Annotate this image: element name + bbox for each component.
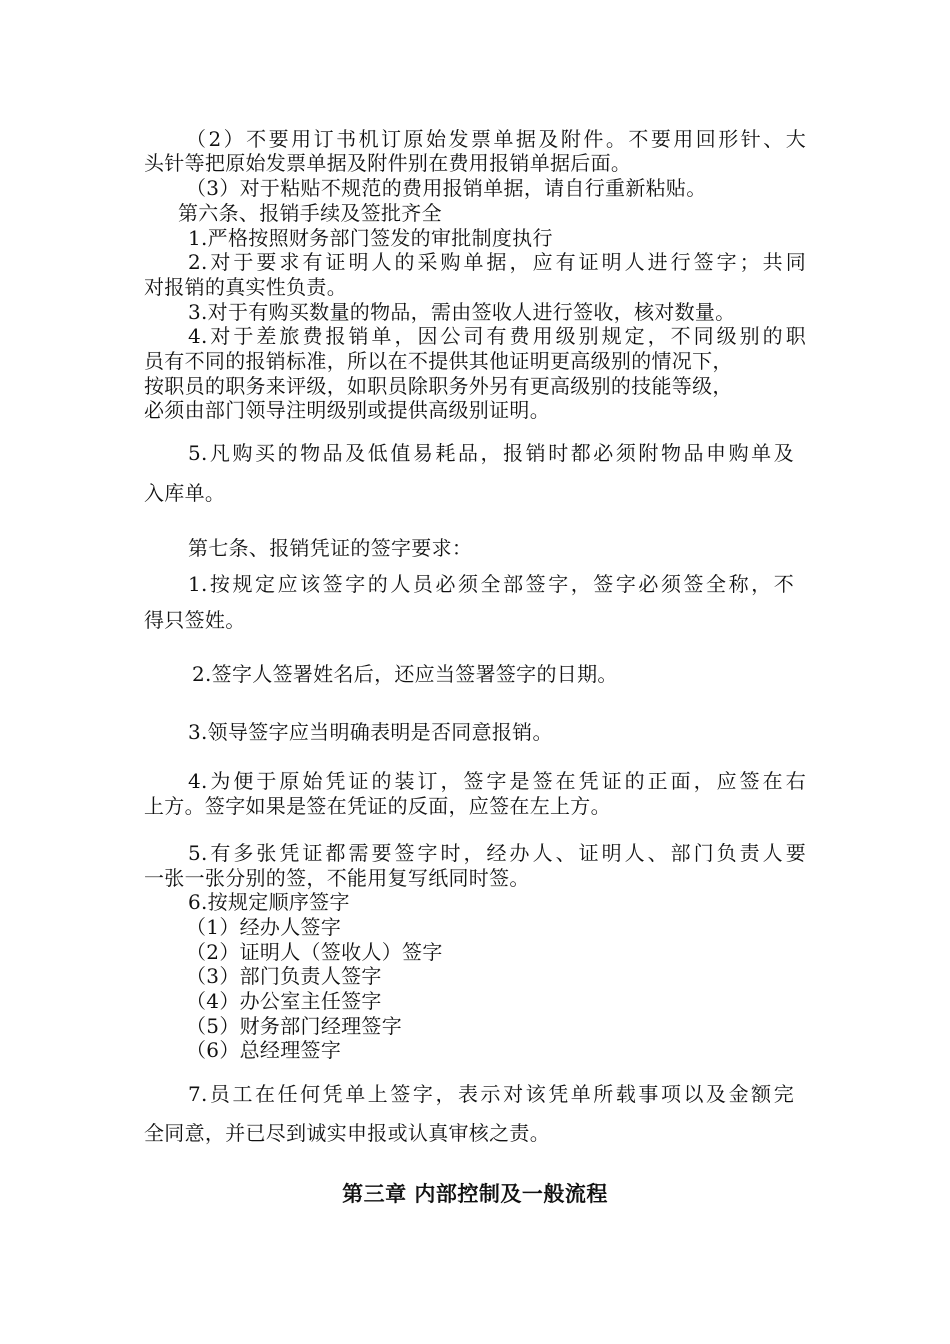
list-item: （5）财务部门经理签字 [186,1014,403,1038]
text-line: 按职员的职务来评级，如职员除职务外另有更高级别的技能等级， [144,374,733,398]
text-line: 员有不同的报销标准，所以在不提供其他证明更高级别的情况下， [144,349,733,373]
text-line: 对报销的真实性负责。 [144,275,347,299]
text-line: 必须由部门领导注明级别或提供高级别证明。 [144,398,550,422]
text-line: 1.严格按照财务部门签发的审批制度执行 [188,226,553,250]
text-line: 5.有多张凭证都需要签字时，经办人、证明人、部门负责人要 [188,841,806,865]
text-line: 入库单。 [144,481,226,505]
text-line: 全同意，并已尽到诚实申报或认真审核之责。 [144,1121,550,1145]
text-line: 上方。签字如果是签在凭证的反面，应签在左上方。 [144,794,611,818]
list-item: （2）证明人（签收人）签字 [186,940,443,964]
list-item: （6）总经理签字 [186,1038,342,1062]
text-line: 1.按规定应该签字的人员必须全部签字，签字必须签全称，不 [188,572,794,596]
text-line: 4.为便于原始凭证的装订，签字是签在凭证的正面，应签在右 [188,769,806,793]
text-line: 6.按规定顺序签字 [188,890,350,914]
text-line: 2.对于要求有证明人的采购单据，应有证明人进行签字；共同 [188,250,806,274]
text-line: 5.凡购买的物品及低值易耗品，报销时都必须附物品申购单及 [188,441,794,465]
text-line: （3）对于粘贴不规范的费用报销单据，请自行重新粘贴。 [186,176,707,200]
text-line: 2.签字人签署姓名后，还应当签署签字的日期。 [192,662,618,686]
text-line: 3.领导签字应当明确表明是否同意报销。 [188,720,553,744]
section-heading: 第七条、报销凭证的签字要求： [188,536,473,560]
list-item: （4）办公室主任签字 [186,989,382,1013]
text-line: 3.对于有购买数量的物品，需由签收人进行签收，核对数量。 [188,300,736,324]
text-line: 一张一张分别的签，不能用复写纸同时签。 [144,866,530,890]
text-line: 头针等把原始发票单据及附件别在费用报销单据后面。 [144,151,632,175]
text-line: （2）不要用订书机订原始发票单据及附件。不要用回形针、大 [186,127,806,151]
list-item: （1）经办人签字 [186,915,342,939]
text-line: 得只签姓。 [144,608,246,632]
chapter-heading: 第三章 内部控制及一般流程 [342,1182,608,1206]
section-heading: 第六条、报销手续及签批齐全 [178,201,442,225]
text-line: 7.员工在任何凭单上签字，表示对该凭单所载事项以及金额完 [188,1082,794,1106]
list-item: （3）部门负责人签字 [186,964,382,988]
text-line: 4.对于差旅费报销单，因公司有费用级别规定，不同级别的职 [188,324,806,348]
